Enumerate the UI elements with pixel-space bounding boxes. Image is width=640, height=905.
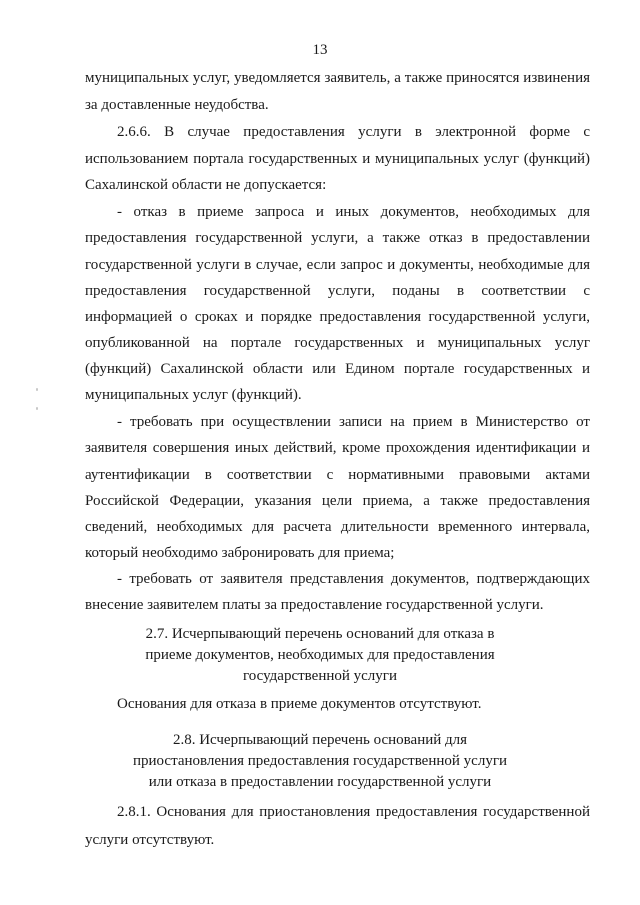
list-item-2-line-1: - требовать при осуществлении записи на прием в Министерство от bbox=[117, 414, 590, 430]
list-item-1-line-1: - отказ в приеме запроса и иных документов, необходимых для bbox=[117, 204, 590, 220]
scan-speck bbox=[36, 388, 38, 391]
paragraph-281-line-1: 2.8.1. Основания для приостановления предоставления государственной bbox=[117, 804, 590, 820]
list-item-1-line-5: информацией о сроках и порядке предоставления государственной услуги, bbox=[85, 309, 590, 325]
list-item-1-line-6: опубликованной на портале государственных и муниципальных услуг bbox=[85, 335, 590, 351]
paragraph-266-line-3: Сахалинской области не допускается: bbox=[85, 177, 327, 193]
list-item-1-line-2: предоставления государственной услуги, а также отказ в предоставлении bbox=[85, 230, 590, 246]
list-item-1-line-7: (функций) Сахалинской области или Едином портале государственных и bbox=[85, 361, 590, 377]
scan-speck bbox=[36, 407, 38, 410]
list-item-3-line-1: - требовать от заявителя представления документов, подтверждающих bbox=[117, 571, 590, 587]
heading-27-line-1: 2.7. Исчерпывающий перечень оснований для отказа в bbox=[145, 626, 495, 642]
paragraph-1-line-1: муниципальных услуг, уведомляется заявитель, а также приносятся извинения bbox=[85, 70, 590, 86]
list-item-2-line-5: сведений, необходимых для расчета длительности временного интервала, bbox=[85, 519, 590, 535]
paragraph-1-line-2: за доставленные неудобства. bbox=[85, 97, 269, 113]
heading-27-line-2: приеме документов, необходимых для предоставления bbox=[145, 647, 495, 663]
list-item-2-line-6: который необходимо забронировать для приема; bbox=[85, 545, 395, 561]
heading-27-line-3: государственной услуги bbox=[243, 668, 397, 684]
heading-28-line-1: 2.8. Исчерпывающий перечень оснований для bbox=[172, 732, 468, 748]
page-number: 13 bbox=[312, 42, 328, 58]
paragraph-266-line-2: использованием портала государственных и муниципальных услуг (функций) bbox=[85, 151, 590, 167]
heading-28-line-2: приостановления предоставления государственной услуги bbox=[133, 753, 507, 769]
list-item-3-line-2: внесение заявителем платы за предоставление государственной услуги. bbox=[85, 597, 544, 613]
section-27-text: Основания для отказа в приеме документов отсутствуют. bbox=[117, 696, 482, 712]
paragraph-266-line-1: 2.6.6. В случае предоставления услуги в электронной форме с bbox=[117, 124, 590, 140]
list-item-1-line-8: муниципальных услуг (функций). bbox=[85, 387, 302, 403]
list-item-2-line-4: Российской Федерации, указания цели приема, а также предоставления bbox=[85, 493, 590, 509]
list-item-1-line-3: государственной услуги в случае, если запрос и документы, необходимые для bbox=[85, 257, 590, 273]
list-item-2-line-3: аутентификации в соответствии с нормативными правовыми актами bbox=[85, 467, 590, 483]
heading-28-line-3: или отказа в предоставлении государственной услуги bbox=[148, 774, 492, 790]
list-item-2-line-2: заявителя совершения иных действий, кроме прохождения идентификации и bbox=[85, 440, 590, 456]
list-item-1-line-4: предоставления государственной услуги, поданы в соответствии с bbox=[85, 283, 590, 299]
paragraph-281-line-2: услуги отсутствуют. bbox=[85, 832, 215, 848]
